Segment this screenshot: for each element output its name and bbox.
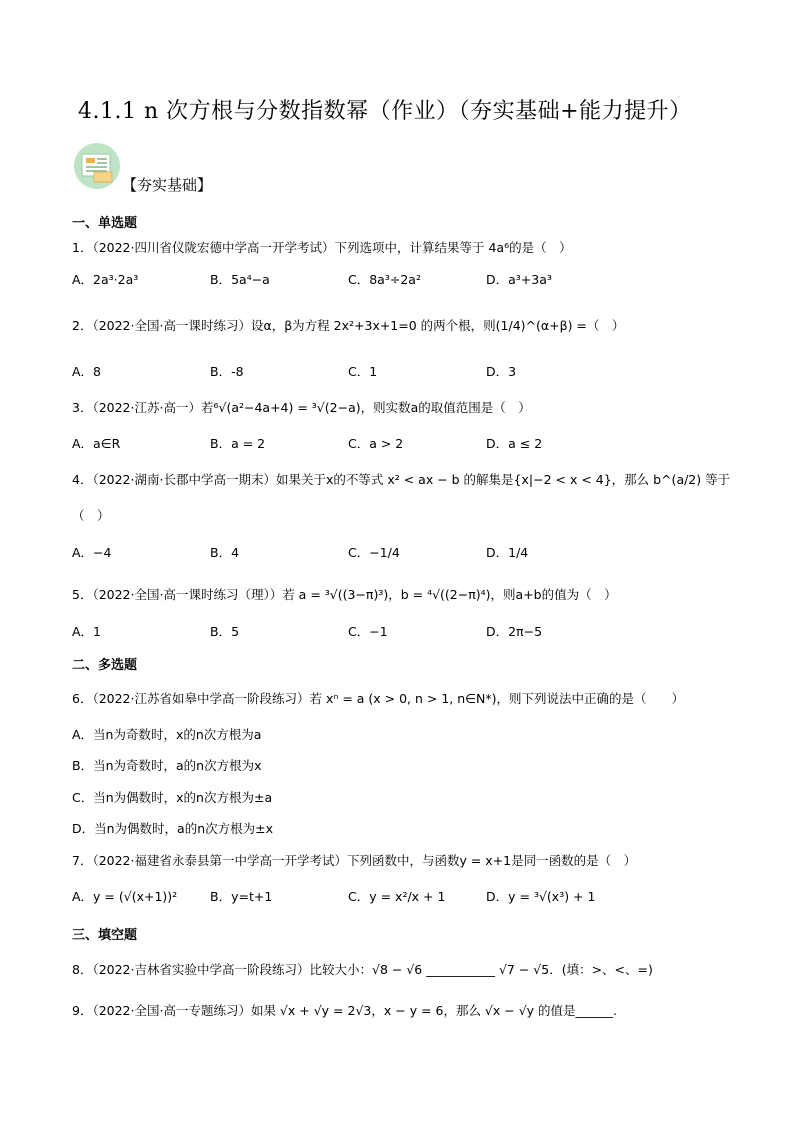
question-4: 4．（2022·湖南·长郡中学高一期末）如果关于x的不等式 x² < ax − b 的解集是{x|−2 < x < 4}，那么 b^(a/2) 等于 (72, 472, 731, 487)
q5-option-c: C．−1 (348, 624, 388, 639)
q4-option-d: D．1/4 (486, 545, 529, 560)
q2-option-d: D．3 (486, 364, 517, 379)
question-1: 1．（2022·四川省仪陇宏德中学高一开学考试）下列选项中，计算结果等于 4a⁶的是（ ） (72, 240, 572, 255)
q6-option-c: C．当n为偶数时，x的n次方根为±a (72, 790, 273, 805)
q7-option-b: B．y=t+1 (210, 889, 273, 904)
question-4-cont: （ ） (72, 508, 110, 523)
section-badge: 【夯实基础】 (122, 176, 213, 194)
q5-option-a: A．1 (72, 624, 102, 639)
section-heading: 二、多选题 (72, 658, 138, 673)
q5-option-d: D．2π−5 (486, 624, 543, 639)
q2-option-c: C．1 (348, 364, 378, 379)
q1-option-c: C．8a³÷2a² (348, 272, 421, 287)
q4-option-a: A．−4 (72, 545, 112, 560)
q7-option-d: D．y = ³√(x³) + 1 (486, 889, 596, 904)
question-6: 6．（2022·江苏省如皋中学高一阶段练习）若 xⁿ = a (x > 0, n > 1, n∈N*)，则下列说法中正确的是（ ） (72, 691, 685, 706)
q1-option-d: D．a³+3a³ (486, 272, 552, 287)
q2-option-a: A．8 (72, 364, 102, 379)
notebook-icon (72, 142, 122, 190)
question-5: 5．（2022·全国·高一课时练习（理））若 a = ³√((3−π)³)，b = ⁴√((2−π)⁴)，则a+b的值为（ ） (72, 587, 617, 602)
q7-option-a: A．y = (√(x+1))² (72, 889, 178, 904)
q3-option-d: D．a ≤ 2 (486, 436, 543, 451)
q4-option-c: C．−1/4 (348, 545, 400, 560)
question-7: 7．（2022·福建省永泰县第一中学高一开学考试）下列函数中，与函数y = x+1是同一函数的是（ ） (72, 853, 637, 868)
q3-option-a: A．a∈R (72, 436, 121, 451)
q3-option-c: C．a > 2 (348, 436, 404, 451)
q7-option-c: C．y = x²/x + 1 (348, 889, 446, 904)
q2-option-b: B．-8 (210, 364, 244, 379)
q4-option-b: B．4 (210, 545, 240, 560)
section-heading: 三、填空题 (72, 928, 138, 943)
page-title: 4.1.1 n 次方根与分数指数幂（作业）（夯实基础+能力提升） (78, 99, 692, 124)
question-3: 3．（2022·江苏·高一）若⁶√(a²−4a+4) = ³√(2−a)，则实数a的取值范围是（ ） (72, 400, 531, 415)
question-2: 2．（2022·全国·高一课时练习）设α，β为方程 2x²+3x+1=0 的两个根，则(1/4)^(α+β) =（ ） (72, 318, 625, 333)
q1-option-a: A．2a³·2a³ (72, 272, 139, 287)
q5-option-b: B．5 (210, 624, 240, 639)
q6-option-a: A．当n为奇数时，x的n次方根为a (72, 727, 262, 742)
q1-option-b: B．5a⁴−a (210, 272, 270, 287)
q6-option-b: B．当n为奇数时，a的n次方根为x (72, 758, 262, 773)
q6-option-d: D．当n为偶数时，a的n次方根为±x (72, 821, 274, 836)
question-8: 8．（2022·吉林省实验中学高一阶段练习）比较大小：√8 − √6 ___________ √7 − √5．(填：>、<、=) (72, 962, 653, 977)
question-9: 9．（2022·全国·高一专题练习）如果 √x + √y = 2√3，x − y = 6，那么 √x − √y 的值是______. (72, 1003, 618, 1018)
q3-option-b: B．a = 2 (210, 436, 266, 451)
section-heading: 一、单选题 (72, 216, 138, 231)
